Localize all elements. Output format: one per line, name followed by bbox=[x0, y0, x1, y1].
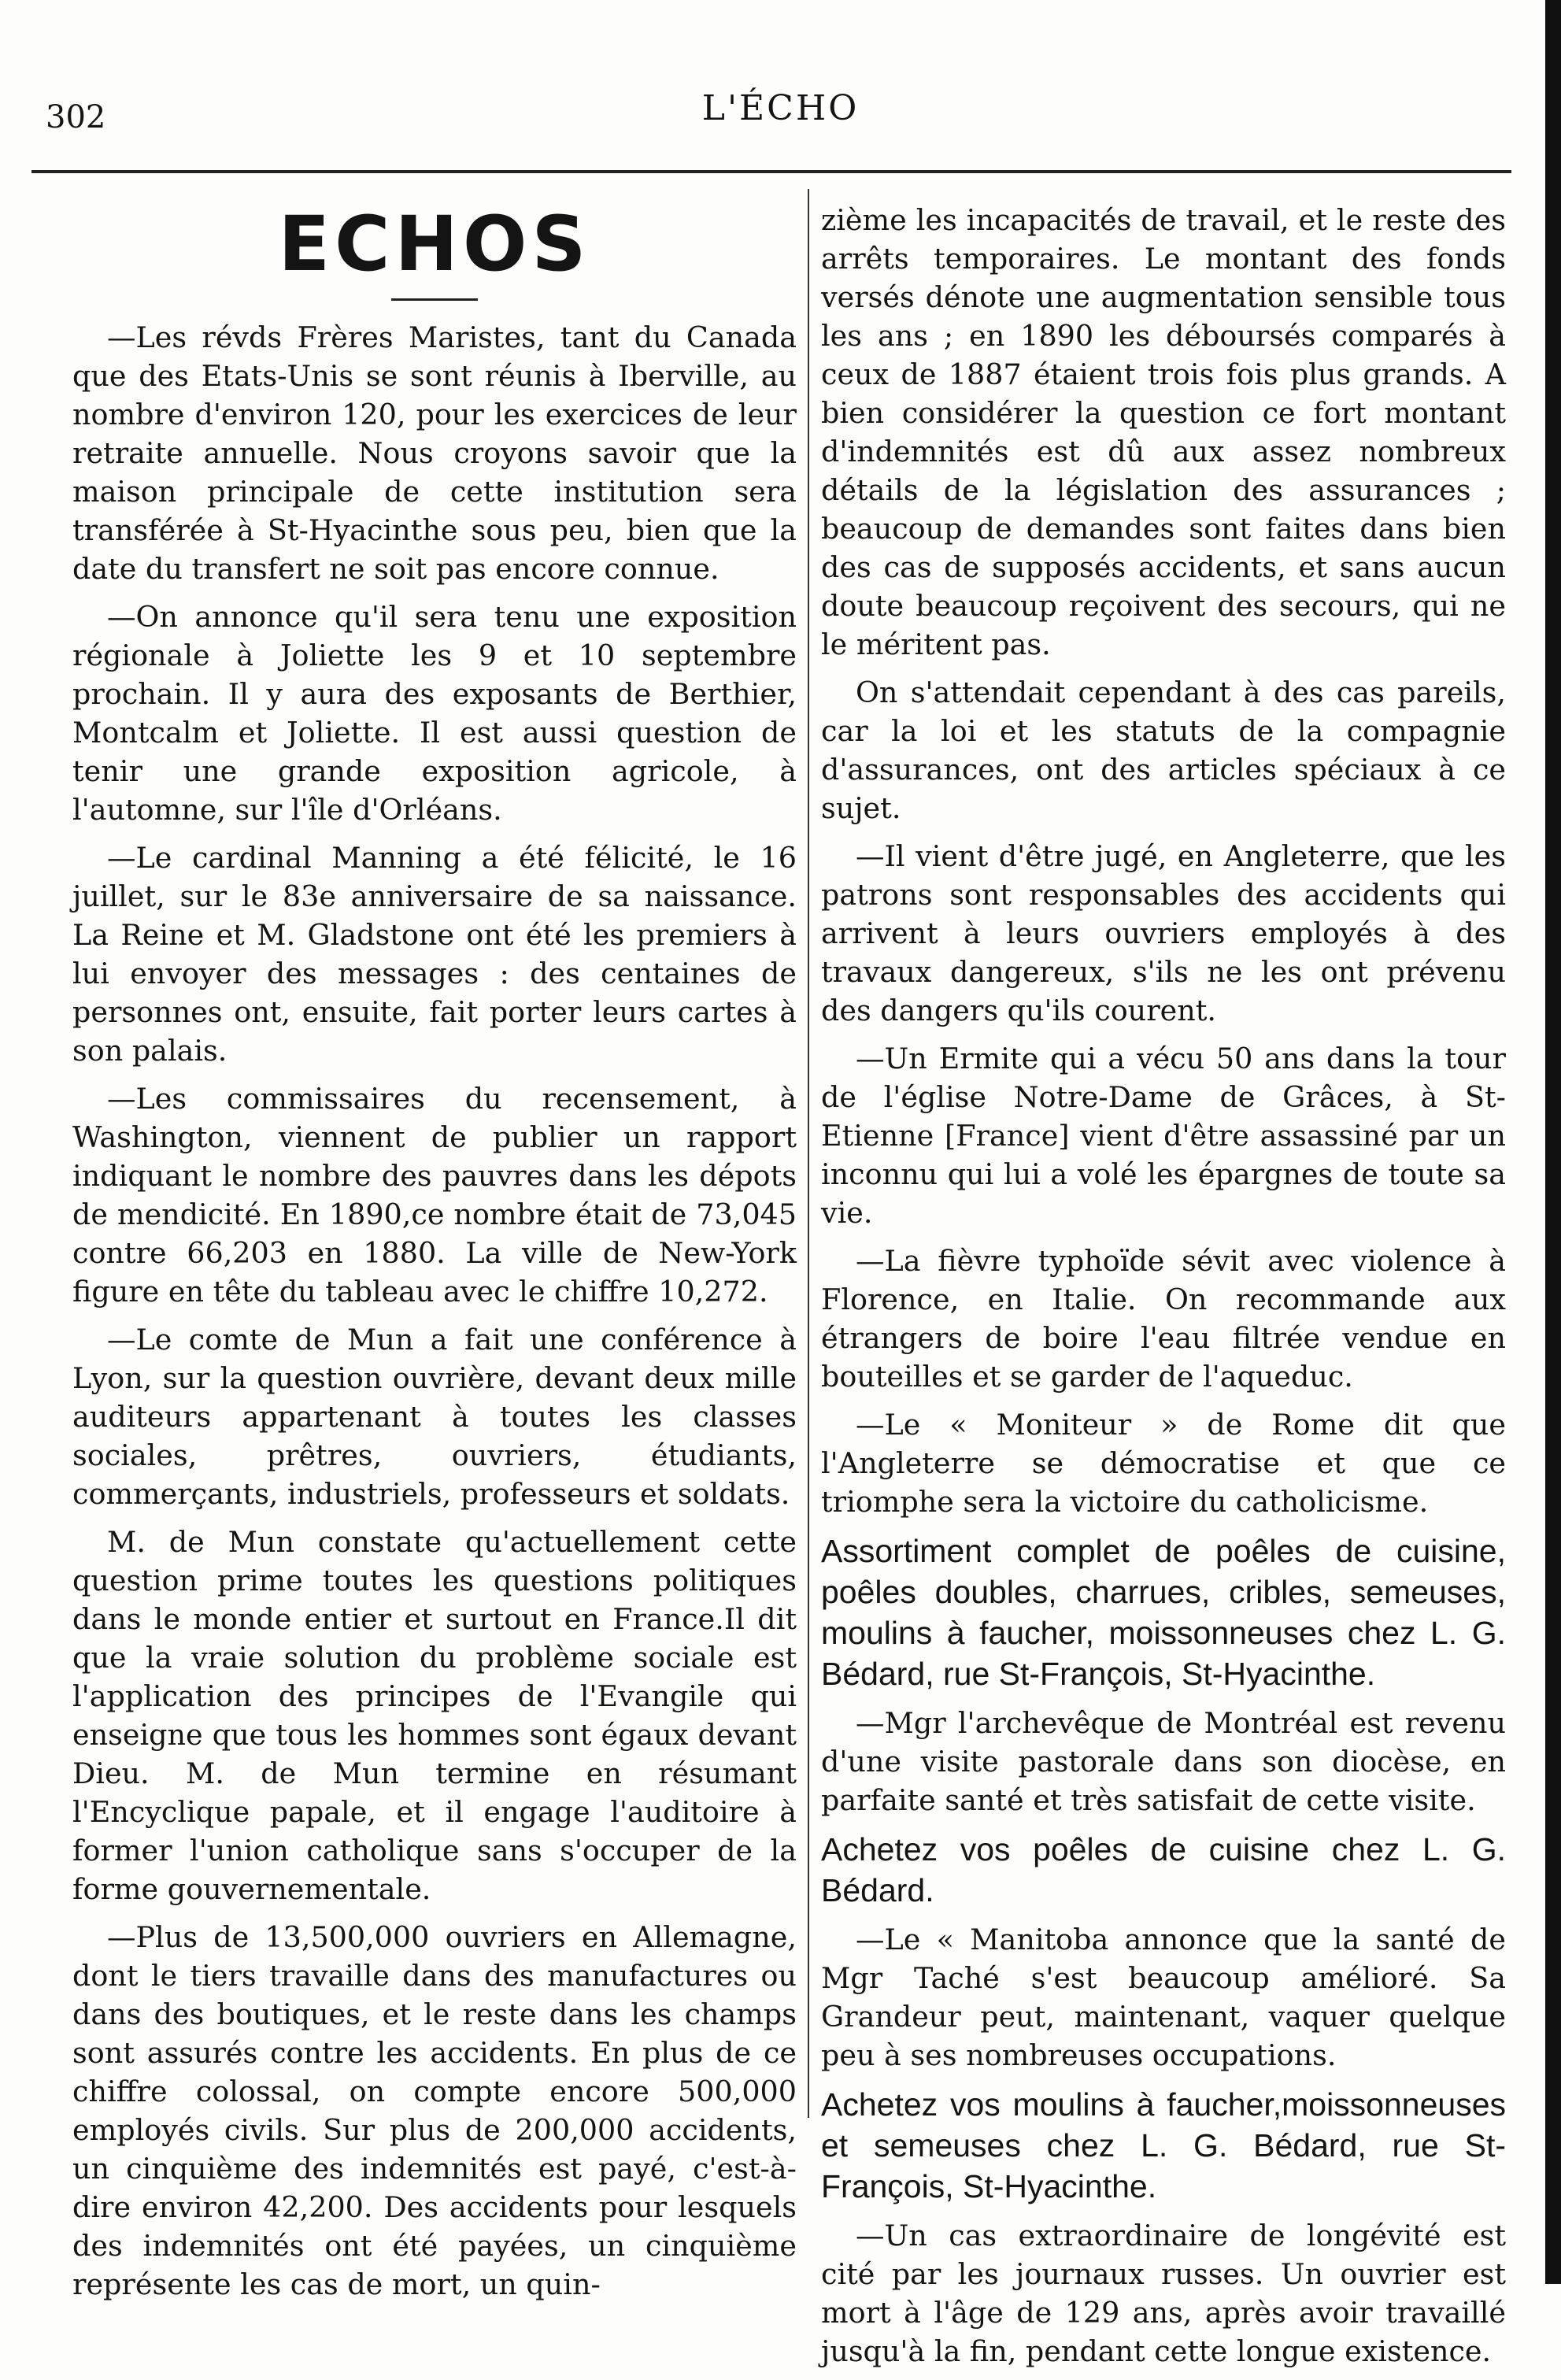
news-item: —Un Ermite qui a vécu 50 ans dans la tour de l'église Notre-Dame de Grâces, à St-Etienne [France] vient d'être assassiné par un inconnu qui lui a volé les épargnes de toute sa vie. bbox=[821, 1042, 1506, 1230]
news-item: —Le comte de Mun a fait une conférence à Lyon, sur la question ouvrière, devant deux mille auditeurs appartenant à toutes les classes sociales, prêtres, ouvriers, étudiants, commerçants, industriels, professeurs et soldats. bbox=[72, 1323, 797, 1511]
page-number: 302 bbox=[46, 99, 106, 135]
column-divider bbox=[808, 189, 809, 2118]
news-item: —Les commissaires du recensement, à Washington, viennent de publier un rapport indiquant le nombre des pauvres dans les dépots de mendicité. En 1890,ce nombre était de 73,045 contre 66,203 en 1880. La ville de New-York figure en tête du tableau avec le chiffre 10,272. bbox=[72, 1082, 797, 1308]
news-item: —Le cardinal Manning a été félicité, le 16 juillet, sur le 83e anniversaire de sa naissance. La Reine et M. Gladstone ont été les premiers à lui envoyer des messages : des centaines de personnes ont, ensuite, fait porter leurs cartes à son palais. bbox=[72, 841, 797, 1068]
header-rule bbox=[31, 170, 1511, 173]
news-item: —Un cas extraordinaire de longévité est cité par les journaux russes. Un ouvrier est mort à l'âge de 129 ans, après avoir travaillé jusqu'à la fin, pendant cette longue existence. bbox=[821, 2219, 1506, 2368]
advertisement: Achetez vos poêles de cuisine chez L. G. Bédard. bbox=[821, 1831, 1506, 1908]
left-column bbox=[72, 201, 797, 2313]
section-title: ECHOS bbox=[278, 200, 591, 288]
news-item: —Plus de 13,500,000 ouvriers en Allemagne, dont le tiers travaille dans des manufactures ou dans des boutiques, et le reste dans les champs sont assurés contre les accidents. En plus de ce chiffre colossal, on compte encore 500,000 employés civils. Sur plus de 200,000 accidents, un cinquième des indemnités est payé, c'est-à-dire environ 42,200. Des accidents pour lesquels des indemnités ont été payées, un cinquième représente les cas de mort, un quin- bbox=[72, 1920, 797, 2301]
right-column bbox=[821, 201, 1506, 2380]
news-item: —La fièvre typhoïde sévit avec violence à Florence, en Italie. On recommande aux étrangers de boire l'eau filtrée vendue en bouteilles et se garder de l'aqueduc. bbox=[821, 1244, 1506, 1394]
news-item: zième les incapacités de travail, et le reste des arrêts temporaires. Le montant des fonds versés dénote une augmentation sensible tous les ans ; en 1890 les déboursés comparés à ceux de 1887 étaient trois fois plus grands. A bien considérer la question ce fort montant d'indemnités est dû aux assez nombreux détails de la législation des assurances ; beaucoup de demandes sont faites dans bien des cas de supposés accidents, et sans aucun doute beaucoup reçoivent des secours, qui ne le méritent pas. bbox=[821, 203, 1506, 661]
title-rule bbox=[391, 298, 478, 301]
advertisement: Achetez vos moulins à faucher,moissonneuses et semeuses chez L. G. Bédard, rue St-François, St-Hyacinthe. bbox=[821, 2086, 1506, 2204]
news-item: —Les révds Frères Maristes, tant du Canada que des Etats-Unis se sont réunis à Iberville, au nombre d'environ 120, pour les exercices de leur retraite annuelle. Nous croyons savoir que la maison principale de cette institution sera transférée à St-Hyacinthe sous peu, bien que la date du transfert ne soit pas encore connue. bbox=[72, 320, 797, 586]
news-item: —Il vient d'être jugé, en Angleterre, que les patrons sont responsables des accidents qui arrivent à leurs ouvriers employés à des travaux dangereux, s'ils ne les ont prévenu des dangers qu'ils courent. bbox=[821, 839, 1506, 1027]
advertisement: Assortiment complet de poêles de cuisine, poêles doubles, charrues, cribles, semeuses, moulins à faucher, moissonneuses chez L. G. Bédard, rue St-François, St-Hyacinthe. bbox=[821, 1533, 1506, 1692]
news-item: On s'attendait cependant à des cas pareils, car la loi et les statuts de la compagnie d'assurances, ont des articles spéciaux à ce sujet. bbox=[821, 676, 1506, 825]
news-item: —On annonce qu'il sera tenu une exposition régionale à Joliette les 9 et 10 septembre prochain. Il y aura des exposants de Berthier, Montcalm et Joliette. Il est aussi question de tenir une grande exposition agricole, à l'automne, sur l'île d'Orléans. bbox=[72, 600, 797, 827]
page-edge-shadow bbox=[1545, 0, 1561, 2284]
news-item: —Le « Manitoba annonce que la santé de Mgr Taché s'est beaucoup amélioré. Sa Grandeur peut, maintenant, vaquer quelque peu à ses nombreuses occupations. bbox=[821, 1923, 1506, 2072]
running-head: L'ÉCHO bbox=[701, 88, 860, 128]
news-item: —Le « Moniteur » de Rome dit que l'Angleterre se démocratise et que ce triomphe sera la victoire du catholicisme. bbox=[821, 1408, 1506, 1519]
news-item: M. de Mun constate qu'actuellement cette question prime toutes les questions politiques dans le monde entier et surtout en France.Il dit que la vraie solution du problème sociale est l'application des principes de l'Evangile qui enseigne que tous les hommes sont égaux devant Dieu. M. de Mun termine en résumant l'Encyclique papale, et il engage l'auditoire à former l'union catholique sans s'occuper de la forme gouvernementale. bbox=[72, 1525, 797, 1906]
news-item: —Mgr l'archevêque de Montréal est revenu d'une visite pastorale dans son diocèse, en parfaite santé et très satisfait de cette visite. bbox=[821, 1706, 1506, 1817]
